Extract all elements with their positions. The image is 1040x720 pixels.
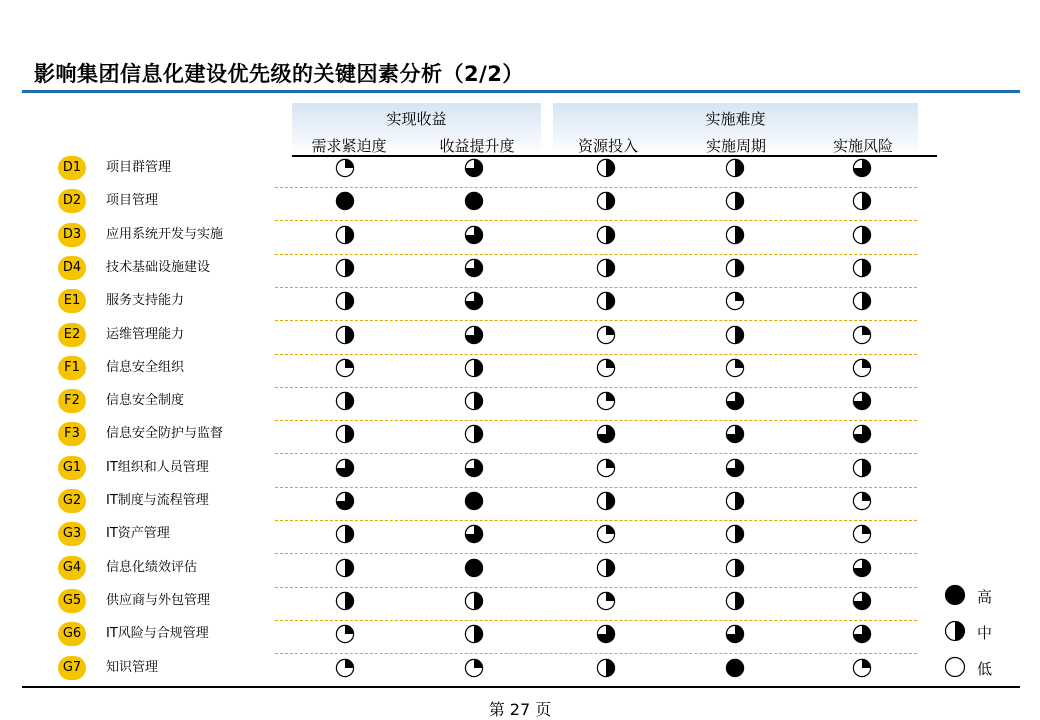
row-code-badge: G5 xyxy=(58,589,86,613)
rating-resource-icon xyxy=(596,458,616,478)
row-factor-label: IT制度与流程管理 xyxy=(106,493,209,508)
row-divider xyxy=(275,653,917,654)
rating-duration-icon xyxy=(725,591,745,611)
legend-low-label: 低 xyxy=(977,660,993,678)
rating-urgency-icon xyxy=(335,458,355,478)
row-divider xyxy=(275,187,917,188)
rating-resource-icon xyxy=(596,358,616,378)
col-header-urgency: 需求紧迫度 xyxy=(311,137,387,155)
rating-risk-icon xyxy=(852,325,872,345)
rating-urgency-icon xyxy=(335,258,355,278)
title-underline xyxy=(22,90,1020,93)
rating-benefit-gain-icon xyxy=(464,491,484,511)
rating-urgency-icon xyxy=(335,658,355,678)
row-factor-label: 供应商与外包管理 xyxy=(106,592,211,608)
col-header-risk: 实施风险 xyxy=(832,137,893,155)
row-factor-label: IT资产管理 xyxy=(106,526,170,542)
rating-urgency-icon xyxy=(335,158,355,178)
rating-resource-icon xyxy=(596,558,616,578)
rating-duration-icon xyxy=(725,358,745,378)
rating-resource-icon xyxy=(596,325,616,345)
page-number: 第 27 页 xyxy=(488,700,552,719)
rating-benefit-gain-icon xyxy=(464,524,484,544)
rating-urgency-icon xyxy=(335,391,355,411)
rating-risk-icon xyxy=(852,158,872,178)
rating-duration-icon xyxy=(725,458,745,478)
rating-resource-icon xyxy=(596,391,616,411)
rating-resource-icon xyxy=(596,424,616,444)
row-code-badge: D3 xyxy=(58,223,86,247)
rating-duration-icon xyxy=(725,491,745,511)
rating-duration-icon xyxy=(725,391,745,411)
row-divider xyxy=(275,520,917,521)
rating-benefit-gain-icon xyxy=(464,191,484,211)
rating-benefit-gain-icon xyxy=(464,225,484,245)
rating-risk-icon xyxy=(852,558,872,578)
row-factor-label: 信息安全防护与监督 xyxy=(106,426,224,442)
legend-high-icon xyxy=(944,584,966,606)
row-code-badge: G4 xyxy=(58,556,86,580)
rating-risk-icon xyxy=(852,225,872,245)
rating-resource-icon xyxy=(596,158,616,178)
rating-benefit-gain-icon xyxy=(464,358,484,378)
rating-urgency-icon xyxy=(335,191,355,211)
rating-urgency-icon xyxy=(335,424,355,444)
rating-urgency-icon xyxy=(335,358,355,378)
rating-duration-icon xyxy=(725,424,745,444)
row-code-badge: E2 xyxy=(58,323,86,347)
row-divider xyxy=(275,453,917,454)
rating-urgency-icon xyxy=(335,591,355,611)
row-code-badge: F2 xyxy=(58,389,86,413)
rating-risk-icon xyxy=(852,258,872,278)
row-factor-label: IT风险与合规管理 xyxy=(106,626,209,642)
rating-resource-icon xyxy=(596,225,616,245)
rating-resource-icon xyxy=(596,191,616,211)
rating-benefit-gain-icon xyxy=(464,658,484,678)
row-divider xyxy=(275,487,917,488)
row-divider xyxy=(275,320,917,321)
col-header-duration: 实施周期 xyxy=(705,137,766,155)
rating-duration-icon xyxy=(725,524,745,544)
rating-risk-icon xyxy=(852,291,872,311)
row-code-badge: D2 xyxy=(58,189,86,213)
rating-urgency-icon xyxy=(335,624,355,644)
rating-benefit-gain-icon xyxy=(464,325,484,345)
row-divider xyxy=(275,254,917,255)
rating-benefit-gain-icon xyxy=(464,624,484,644)
rating-risk-icon xyxy=(852,491,872,511)
row-factor-label: 项目群管理 xyxy=(106,160,172,175)
legend-high-label: 高 xyxy=(977,588,993,606)
rating-duration-icon xyxy=(725,624,745,644)
row-code-badge: G6 xyxy=(58,622,86,646)
footer-rule xyxy=(22,686,1020,688)
rating-benefit-gain-icon xyxy=(464,291,484,311)
col-header-resource: 资源投入 xyxy=(577,137,638,155)
rating-urgency-icon xyxy=(335,491,355,511)
rating-benefit-gain-icon xyxy=(464,591,484,611)
row-divider xyxy=(275,620,917,621)
rating-urgency-icon xyxy=(335,524,355,544)
row-code-badge: D4 xyxy=(58,256,86,280)
rating-resource-icon xyxy=(596,258,616,278)
row-divider xyxy=(275,287,917,288)
rating-benefit-gain-icon xyxy=(464,158,484,178)
row-factor-label: 运维管理能力 xyxy=(106,326,185,342)
row-code-badge: E1 xyxy=(58,289,86,313)
row-code-badge: F1 xyxy=(58,356,86,380)
rating-benefit-gain-icon xyxy=(464,258,484,278)
rating-risk-icon xyxy=(852,658,872,678)
row-factor-label: 信息化绩效评估 xyxy=(106,559,198,575)
page-title: 影响集团信息化建设优先级的关键因素分析（2/2） xyxy=(34,62,524,86)
rating-duration-icon xyxy=(725,158,745,178)
row-divider xyxy=(275,354,917,355)
legend-medium-icon xyxy=(944,620,966,642)
row-factor-label: 服务支持能力 xyxy=(106,293,185,309)
rating-duration-icon xyxy=(725,258,745,278)
rating-risk-icon xyxy=(852,358,872,378)
legend-medium-label: 中 xyxy=(977,624,993,642)
rating-benefit-gain-icon xyxy=(464,424,484,444)
rating-urgency-icon xyxy=(335,225,355,245)
legend-low-icon xyxy=(944,656,966,678)
rating-risk-icon xyxy=(852,458,872,478)
row-code-badge: G7 xyxy=(58,656,86,680)
group-header-difficulty: 实施难度 xyxy=(705,110,766,128)
rating-risk-icon xyxy=(852,191,872,211)
rating-benefit-gain-icon xyxy=(464,458,484,478)
rating-risk-icon xyxy=(852,391,872,411)
rating-duration-icon xyxy=(725,291,745,311)
row-factor-label: 信息安全组织 xyxy=(106,359,185,375)
rating-resource-icon xyxy=(596,624,616,644)
row-factor-label: IT组织和人员管理 xyxy=(106,459,209,475)
row-factor-label: 项目管理 xyxy=(106,193,159,209)
rating-urgency-icon xyxy=(335,558,355,578)
row-divider xyxy=(275,387,917,388)
rating-resource-icon xyxy=(596,491,616,511)
group-header-benefit: 实现收益 xyxy=(386,110,447,128)
rating-duration-icon xyxy=(725,325,745,345)
rating-resource-icon xyxy=(596,591,616,611)
rating-risk-icon xyxy=(852,591,872,611)
rating-duration-icon xyxy=(725,658,745,678)
row-factor-label: 应用系统开发与实施 xyxy=(106,226,224,242)
rating-urgency-icon xyxy=(335,291,355,311)
rating-risk-icon xyxy=(852,624,872,644)
row-factor-label: 知识管理 xyxy=(106,659,159,675)
rating-duration-icon xyxy=(725,191,745,211)
row-code-badge: G3 xyxy=(58,522,86,546)
row-factor-label: 信息安全制度 xyxy=(106,393,185,409)
rating-urgency-icon xyxy=(335,325,355,345)
row-factor-label: 技术基础设施建设 xyxy=(106,259,211,275)
rating-resource-icon xyxy=(596,658,616,678)
rating-resource-icon xyxy=(596,291,616,311)
row-divider xyxy=(275,553,917,554)
row-code-badge: F3 xyxy=(58,422,86,446)
rating-duration-icon xyxy=(725,558,745,578)
rating-risk-icon xyxy=(852,524,872,544)
rating-benefit-gain-icon xyxy=(464,558,484,578)
row-divider xyxy=(275,587,917,588)
rating-risk-icon xyxy=(852,424,872,444)
row-code-badge: G1 xyxy=(58,456,86,480)
row-code-badge: G2 xyxy=(58,489,86,513)
header-rule xyxy=(292,155,937,157)
rating-duration-icon xyxy=(725,225,745,245)
rating-resource-icon xyxy=(596,524,616,544)
row-code-badge: D1 xyxy=(58,156,86,180)
col-header-benefit-gain: 收益提升度 xyxy=(439,137,515,155)
row-divider xyxy=(275,420,917,421)
row-divider xyxy=(275,220,917,221)
rating-benefit-gain-icon xyxy=(464,391,484,411)
